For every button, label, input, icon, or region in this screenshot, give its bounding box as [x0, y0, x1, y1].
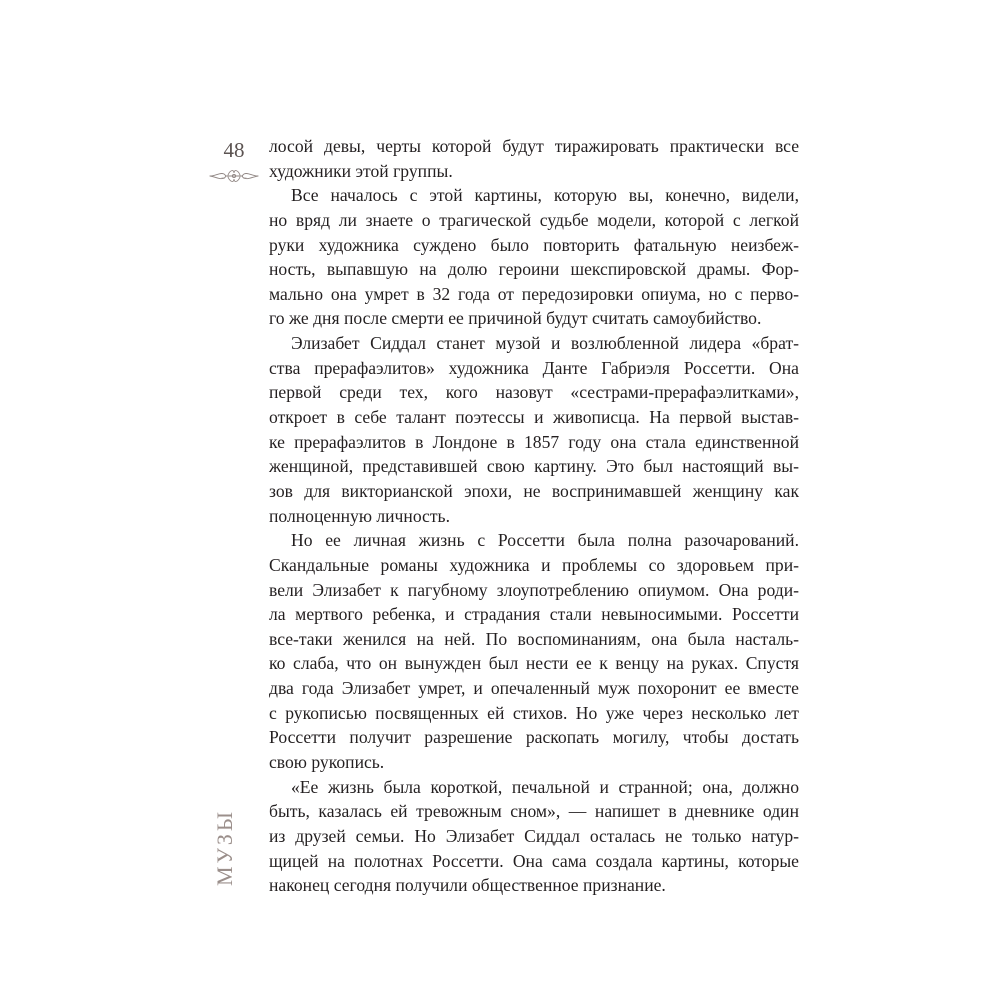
body-text — [269, 134, 799, 898]
text-line: мально она умрет в 32 года от передозировки опиума, но с перво- — [269, 283, 799, 304]
text-line: вели Элизабет к пагубному злоупотреблению опиумом. Она роди- — [269, 579, 799, 600]
text-line: с рукописью посвященных ей стихов. Но уже через несколько лет — [269, 702, 799, 723]
text-line: быть, казалась ей тревожным сном», — напишет в дневнике один — [269, 801, 799, 822]
text-line: лосой девы, черты которой будут тиражировать практически все — [269, 136, 799, 156]
flourish-ornament-icon — [208, 164, 260, 186]
text-line: женщиной, представившей свою картину. Это был настоящий вы- — [269, 456, 799, 477]
text-line: ке прерафаэлитов в Лондоне в 1857 году она стала единственной — [269, 431, 799, 452]
text-line: полноценную личность. — [269, 505, 450, 526]
running-head: МУЗЫ — [212, 808, 237, 886]
text-line: ность, выпавшую на долю героини шекспировской драмы. Фор- — [269, 259, 799, 280]
text-line: руки художника суждено было повторить фатальную неизбеж- — [269, 234, 799, 255]
text-line: художники этой группы. — [269, 160, 453, 181]
text-line: Но ее личная жизнь с Россетти была полна разочарований. — [291, 530, 799, 551]
text-line: «Ее жизнь была короткой, печальной и странной; она, должно — [291, 776, 799, 797]
text-line: зов для викторианской эпохи, не воспринимавшей женщину как — [269, 480, 799, 501]
text-line: ла мертвого ребенка, и страдания стали невыносимыми. Россетти — [269, 604, 799, 625]
text-line: из друзей семьи. Но Элизабет Сиддал осталась не только натур- — [269, 825, 799, 846]
text-line: ства прерафаэлитов» художника Данте Габриэля Россетти. Она — [269, 357, 799, 378]
text-line: но вряд ли знаете о трагической судьбе модели, которой с легкой — [269, 209, 799, 230]
text-line: Все началось с этой картины, которую вы, конечно, видели, — [291, 185, 799, 206]
text-line: Скандальные романы художника и проблемы со здоровьем при- — [269, 554, 799, 575]
text-line: ко слаба, что он вынужден был нести ее к венцу на руках. Спустя — [269, 653, 799, 674]
text-line: щицей на полотнах Россетти. Она сама создала картины, которые — [269, 850, 799, 871]
text-line: го же дня после смерти ее причиной будут считать самоубийство. — [269, 308, 762, 329]
page-number: 48 — [223, 138, 245, 162]
text-line: два года Элизабет умрет, и опечаленный муж похоронит ее вместе — [269, 678, 799, 699]
text-line: первой среди тех, кого назовут «сестрами-прерафаэлитками», — [269, 382, 799, 403]
text-line: все-таки женился на ней. По воспоминаниям, она была насталь- — [269, 628, 799, 649]
text-line: свою рукопись. — [269, 752, 385, 773]
text-line: откроет в себе талант поэтессы и живописца. На первой выстав- — [269, 407, 799, 428]
text-line: Россетти получит разрешение раскопать могилу, чтобы достать — [269, 727, 799, 748]
text-line: наконец сегодня получили общественное признание. — [269, 875, 666, 896]
text-line: Элизабет Сиддал станет музой и возлюбленной лидера «брат- — [291, 333, 799, 354]
